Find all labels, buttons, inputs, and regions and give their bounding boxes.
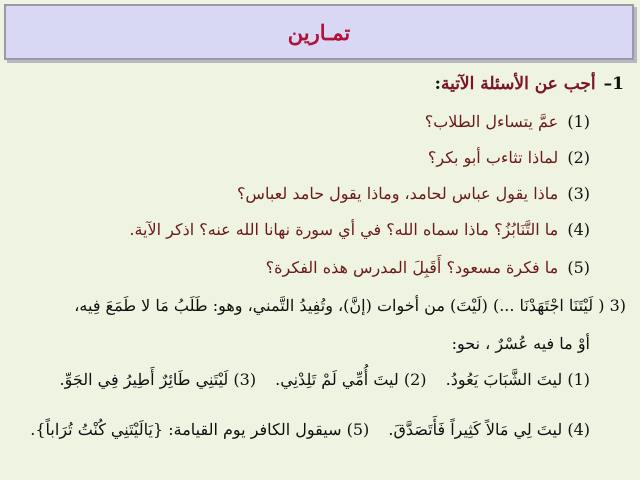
question-item — [266, 258, 590, 277]
example-text: ليتَ لِي مَالاً كَثِيراً فَأَتَصَدَّقَ. — [388, 420, 563, 439]
example-number: (1) — [567, 370, 590, 389]
grammar-note-text: ( لَيْتَنَا اجْتَهَدْنَا ...) (لَيْتَ) من أخوات (إنَّ)، وتُفِيدُ التَّمني، وهو: طَلَبُ مَا لا طَمَعَ فِيه، — [74, 296, 605, 315]
question-text: ما فكرة مسعود؟ أَقَبِلَ المدرس هذه الفكرة؟ — [265, 258, 559, 277]
question-number: (4) — [567, 220, 590, 239]
example-number: (4) — [567, 420, 590, 439]
exercise-heading-text: أجب عن الأسئلة الآتية — [440, 74, 596, 94]
question-number: (5) — [567, 258, 590, 277]
example-text: لَيْتَنِي طَائِرٌ أَطِيرُ فِي الجَوِّ. — [59, 370, 229, 389]
example-number: (5) — [346, 420, 370, 439]
example-text: ليتَ الشَّبَابَ يَعُودُ. — [445, 370, 563, 389]
exercise-content — [0, 66, 640, 480]
example-number: (3) — [233, 370, 257, 389]
question-number: (3) — [567, 184, 590, 203]
question-item — [129, 220, 590, 239]
question-item — [237, 184, 590, 203]
question-text: ما التَّنَابُزُ؟ ماذا سماه الله؟ في أي سورة نهانا الله عنه؟ اذكر الآية. — [129, 220, 559, 239]
question-text: لماذا تثاءب أبو بكر؟ — [427, 148, 559, 167]
example-number: (2) — [403, 370, 427, 389]
quran-quote: {يَالَيْتَنِي كُنْتُ تُرَاباً}. — [30, 420, 164, 439]
question-number: (1) — [567, 112, 590, 131]
title-banner — [4, 4, 634, 60]
example-text: ليتَ أُمِّي لَمْ تَلِدْنِي. — [275, 370, 399, 389]
question-text: عمَّ يتساءل الطلاب؟ — [424, 112, 559, 131]
grammar-note-line — [74, 296, 626, 315]
exercise-heading-colon: : — [434, 74, 441, 94]
question-number: (2) — [567, 148, 590, 167]
examples-line — [30, 420, 590, 439]
grammar-note-line — [452, 334, 590, 353]
question-item — [428, 148, 590, 167]
question-item — [425, 112, 590, 131]
example-text: سيقول الكافر يوم القيامة: — [168, 420, 342, 439]
page-title: تمـارين — [287, 19, 351, 45]
exercise-heading — [435, 74, 624, 94]
exercise-number: 1– — [603, 74, 624, 94]
section-number: (3 — [609, 296, 626, 315]
examples-line — [60, 370, 590, 389]
question-text: ماذا يقول عباس لحامد، وماذا يقول حامد لعباس؟ — [236, 184, 559, 203]
grammar-note-text: أوْ ما فيه عُسْرٌ ، نحو: — [451, 334, 590, 353]
